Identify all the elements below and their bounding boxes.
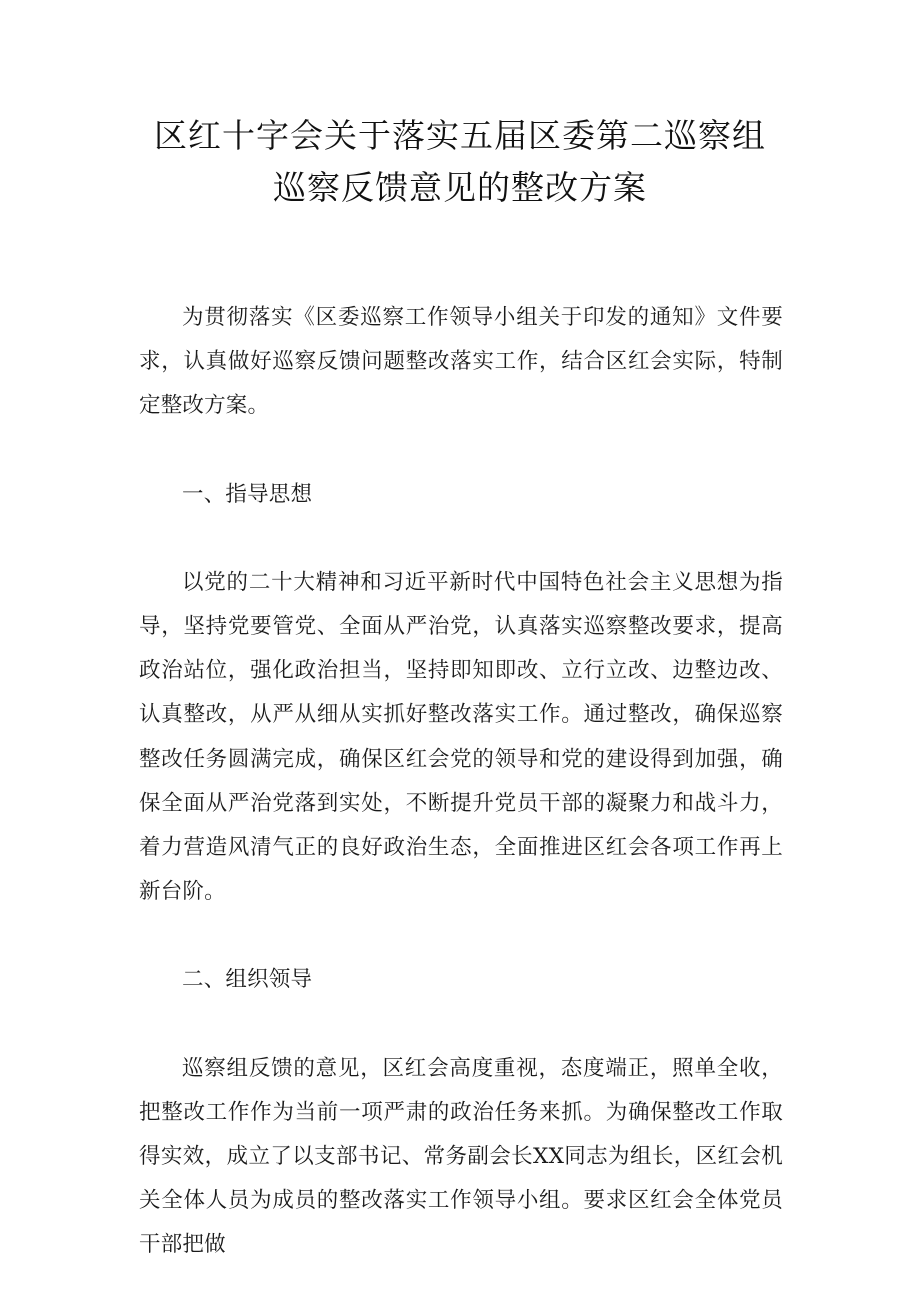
section-heading-organization: 二、组织领导 [182,967,313,993]
spacer [139,517,783,561]
intro-paragraph: 为贯彻落实《区委巡察工作领导小组关于印发的通知》文件要求，认真做好巡察反馈问题整改落实工作，结合区红会实际，特制定整改方案。 [139,305,783,419]
spacer [139,429,783,473]
section-heading-guiding-thought: 一、指导思想 [182,481,313,507]
section-body-organization: 巡察组反馈的意见，区红会高度重视，态度端正，照单全收，把整改工作作为当前一项严肃的政治任务来抓。为确保整改工作取得实效，成立了以支部书记、常务副会长XX同志为组长，区红会机关全体人员为成员的整改落实工作领导小组。要求区红会全体党员干部把做 [139,1055,783,1258]
spacer [139,1003,783,1047]
document-title [0,110,920,214]
section-body-guiding-thought: 以党的二十大精神和习近平新时代中国特色社会主义思想为指导，坚持党要管党、全面从严治党，认真落实巡察整改要求，提高政治站位，强化政治担当，坚持即知即改、立行立改、边整边改、认真整改，从严从细从实抓好整改落实工作。通过整改，确保巡察整改任务圆满完成，确保区红会党的领导和党的建设得到加强，确保全面从严治党落到实处，不断提升党员干部的凝聚力和战斗力，着力营造风清气正的良好政治生态，全面推进区红会各项工作再上新台阶。 [139,569,783,905]
title-line-2: 巡察反馈意见的整改方案 [273,168,647,207]
spacer [139,914,783,958]
document-body [139,296,783,1268]
title-line-1: 区红十字会关于落实五届区委第二巡察组 [154,116,766,155]
